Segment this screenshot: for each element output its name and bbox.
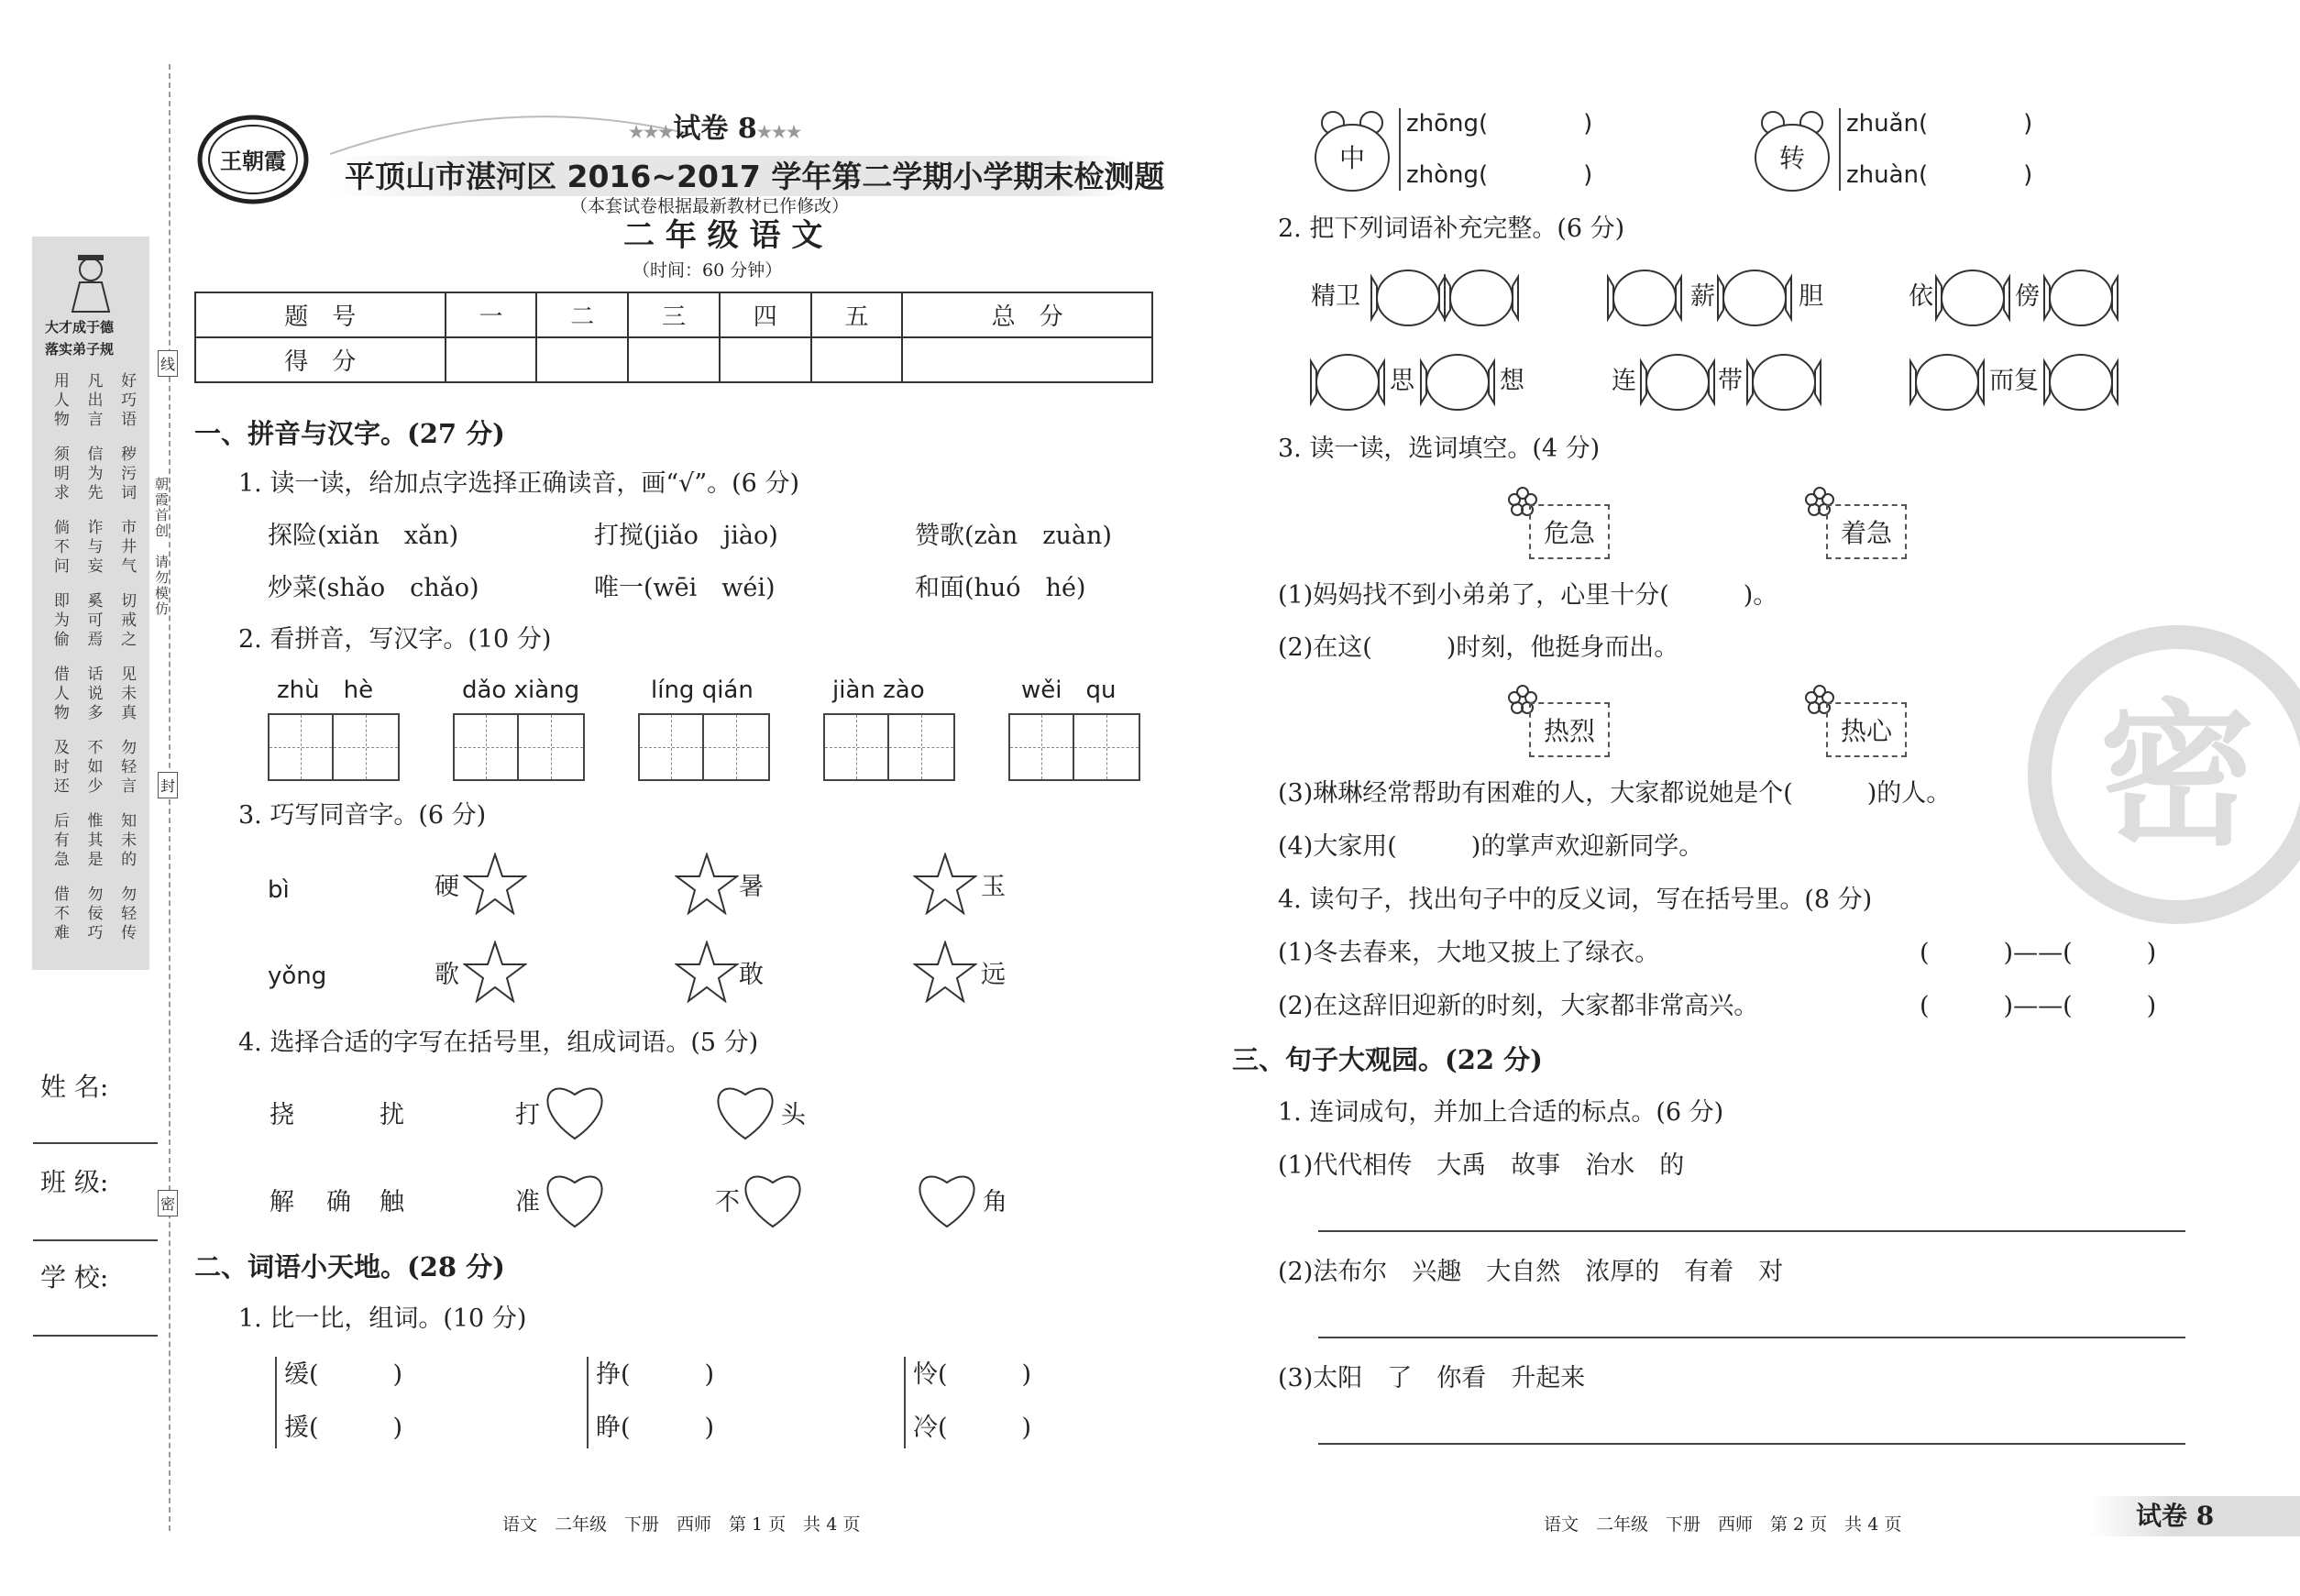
candy-blank-icon[interactable] xyxy=(1716,268,1793,328)
poly-reading[interactable]: zhōng( ) xyxy=(1406,110,1593,138)
word-choice: 危急 xyxy=(1529,504,1610,559)
candy-blank-icon[interactable] xyxy=(1639,352,1716,413)
p1q4-prompt: 4. 选择合适的字写在括号里，组成词语。(5 分) xyxy=(238,1029,759,1057)
score-row-label: 得 分 xyxy=(195,337,446,382)
proverb-column: 切戒之 xyxy=(117,592,137,650)
proverb-group xyxy=(43,886,144,952)
p1q1-item[interactable]: 炒菜(shǎo chǎo) xyxy=(268,574,479,602)
word-order-items: (2)法布尔 兴趣 大自然 浓厚的 有着 对 xyxy=(1278,1258,1784,1286)
answer-line[interactable] xyxy=(1318,1230,2185,1232)
proverb-group xyxy=(43,519,144,585)
proverb-column: 好巧语 xyxy=(117,372,137,430)
fill-sentence[interactable]: (1)妈妈找不到小弟弟了，心里十分( )。 xyxy=(1278,581,1778,610)
p1q1-prompt: 1. 读一读，给加点字选择正确读音，画“√”。(6 分) xyxy=(238,469,799,498)
proverb-column: 诈与妄 xyxy=(83,519,103,577)
proverb-column: 话说多 xyxy=(83,666,103,723)
proverb-column: 奚可焉 xyxy=(83,592,103,650)
candy-blank-icon[interactable] xyxy=(1934,268,2011,328)
heart-blank-icon[interactable] xyxy=(913,1166,981,1230)
word-char: 头 xyxy=(781,1101,806,1129)
apple-char-icon xyxy=(1313,106,1392,194)
class-label: 班 级: xyxy=(40,1167,109,1197)
writing-grid[interactable] xyxy=(638,713,770,781)
score-cell[interactable] xyxy=(720,337,811,382)
p2q2-prompt: 2. 把下列词语补充完整。(6 分) xyxy=(1278,215,1625,243)
antonym-sentence: (2)在这辞旧迎新的时刻，大家都非常高兴。 xyxy=(1278,992,1759,1020)
star-blank-icon[interactable] xyxy=(675,853,739,915)
watermark-seal xyxy=(2026,623,2300,926)
poly-char: 转 xyxy=(1778,143,1806,173)
fill-sentence[interactable]: (4)大家用( )的掌声欢迎新同学。 xyxy=(1278,832,1704,861)
compare-word[interactable]: 怜( ) xyxy=(913,1360,1032,1389)
proverb-column: 勿轻传 xyxy=(117,886,137,943)
part2-title: 二、词语小天地。(28 分) xyxy=(194,1251,505,1282)
star-blank-icon[interactable] xyxy=(675,941,739,1003)
watermark-char: 密 xyxy=(2098,686,2256,867)
bracket-bar xyxy=(1839,108,1841,191)
apple-char-icon xyxy=(1753,106,1832,194)
score-cell[interactable] xyxy=(628,337,720,382)
candy-blank-icon[interactable] xyxy=(2042,268,2119,328)
revision-note: （本套试卷根据最新教材已作修改） xyxy=(570,196,850,216)
footer-right: 语文 二年级 下册 西师 第 2 页 共 4 页 xyxy=(1544,1514,1902,1535)
name-field[interactable] xyxy=(33,1142,158,1144)
idiom-char: 而复 xyxy=(1989,367,2039,395)
p2q1-prompt: 1. 比一比，组词。(10 分) xyxy=(238,1304,527,1333)
score-header: 二 xyxy=(536,292,628,337)
compare-word[interactable]: 缓( ) xyxy=(284,1360,403,1389)
score-header: 三 xyxy=(628,292,720,337)
brand-logo xyxy=(194,106,312,205)
word-char: 准 xyxy=(515,1188,540,1216)
pinyin-label: zhù hè xyxy=(277,677,374,704)
word-order-items: (3)太阳 了 你看 升起来 xyxy=(1278,1364,1586,1392)
compare-word[interactable]: 援( ) xyxy=(284,1414,403,1442)
part3-title: 三、句子大观园。(22 分) xyxy=(1232,1044,1543,1075)
homophone-char: 玉 xyxy=(981,873,1006,901)
word-char: 打 xyxy=(515,1101,540,1129)
copyright-note: 朝霞首创 请勿模仿 xyxy=(153,477,170,617)
star-blank-icon[interactable] xyxy=(463,941,527,1003)
proverb-column: 须明求 xyxy=(50,446,69,503)
option-char: 解 xyxy=(270,1188,294,1216)
poly-reading[interactable]: zhuàn( ) xyxy=(1846,161,2033,189)
homophone-char: 歌 xyxy=(435,961,459,989)
writing-grid[interactable] xyxy=(1008,713,1140,781)
answer-line[interactable] xyxy=(1318,1337,2185,1338)
sidebar-panel xyxy=(32,237,149,970)
proverb-group xyxy=(43,446,144,512)
heart-blank-icon[interactable] xyxy=(541,1078,609,1142)
antonym-blank[interactable]: ( )——( ) xyxy=(1920,992,2157,1020)
bracket-bar xyxy=(587,1357,589,1448)
proverb-column: 市井气 xyxy=(117,519,137,577)
writing-grid[interactable] xyxy=(453,713,585,781)
proverb-column: 后有急 xyxy=(50,812,69,870)
pinyin-label: líng qián xyxy=(651,677,754,704)
word-order-items: (1)代代相传 大禹 故事 治水 的 xyxy=(1278,1151,1685,1180)
p2q3-prompt: 3. 读一读，选词填空。(4 分) xyxy=(1278,435,1601,463)
writing-grid[interactable] xyxy=(268,713,400,781)
compare-word[interactable]: 挣( ) xyxy=(596,1360,715,1389)
proverb-column: 凡出言 xyxy=(83,372,103,430)
homophone-char: 远 xyxy=(981,961,1006,989)
homophone-pinyin: yǒng xyxy=(268,963,327,990)
score-header: 总 分 xyxy=(902,292,1152,337)
proverb-group xyxy=(43,372,144,438)
idiom-char: 傍 xyxy=(2015,282,2040,311)
option-char: 确 xyxy=(326,1188,351,1216)
word-choice: 热烈 xyxy=(1529,702,1610,757)
score-header: 四 xyxy=(720,292,811,337)
proverb-group xyxy=(43,739,144,805)
idiom-char: 连 xyxy=(1612,367,1636,395)
proverb-column: 勿轻言 xyxy=(117,739,137,797)
cut-mark-2: 封 xyxy=(158,772,178,798)
proverb-column: 不如少 xyxy=(83,739,103,797)
homophone-char: 硬 xyxy=(435,873,459,901)
homophone-pinyin: bì xyxy=(268,876,290,904)
fill-sentence[interactable]: (3)琳琳经常帮助有困难的人，大家都说她是个( )的人。 xyxy=(1278,779,1952,808)
idiom-char: 精卫 xyxy=(1311,282,1360,311)
score-header: 题 号 xyxy=(195,292,446,337)
candy-blank-icon[interactable] xyxy=(1309,352,1386,413)
heart-blank-icon[interactable] xyxy=(739,1166,807,1230)
proverb-column: 知未的 xyxy=(117,812,137,870)
footer-left: 语文 二年级 下册 西师 第 1 页 共 4 页 xyxy=(502,1514,861,1535)
word-char: 角 xyxy=(983,1188,1007,1216)
p1q1-item[interactable]: 和面(huó hé) xyxy=(915,574,1086,602)
score-cell[interactable] xyxy=(446,337,537,382)
candy-blank-icon[interactable] xyxy=(1419,352,1496,413)
exam-title: 平顶山市湛河区 2016~2017 学年第二学期小学期末检测题 xyxy=(345,159,1165,194)
word-char: 不 xyxy=(715,1188,740,1216)
score-cell[interactable] xyxy=(811,337,903,382)
slogan-1: 大才成于德 xyxy=(45,319,115,336)
p2q4-prompt: 4. 读句子，找出句子中的反义词，写在括号里。(8 分) xyxy=(1278,886,1873,914)
score-cell[interactable] xyxy=(536,337,628,382)
proverb-column: 见未真 xyxy=(117,666,137,723)
word-choice: 着急 xyxy=(1826,504,1907,559)
candy-blank-icon[interactable] xyxy=(1443,268,1520,328)
heart-blank-icon[interactable] xyxy=(711,1078,779,1142)
bracket-bar xyxy=(1399,108,1401,191)
bracket-bar xyxy=(275,1357,277,1448)
poly-reading[interactable]: zhòng( ) xyxy=(1406,161,1593,189)
candy-blank-icon[interactable] xyxy=(1370,268,1447,328)
class-field[interactable] xyxy=(33,1239,158,1241)
homophone-char: 敢 xyxy=(739,961,764,989)
antonym-sentence: (1)冬去春来，大地又披上了绿衣。 xyxy=(1278,939,1660,967)
slogan-2: 落实弟子规 xyxy=(45,341,115,358)
proverb-column: 倘不问 xyxy=(50,519,69,577)
footer-badge: 试卷 8 xyxy=(2136,1501,2215,1531)
pinyin-label: dǎo xiàng xyxy=(462,677,580,704)
star-blank-icon[interactable] xyxy=(913,941,977,1003)
writing-grid[interactable] xyxy=(823,713,955,781)
p1q1-item[interactable]: 赞歌(zàn zuàn) xyxy=(915,522,1112,550)
part1-title: 一、拼音与汉字。(27 分) xyxy=(194,418,505,449)
compare-word[interactable]: 睁( ) xyxy=(596,1414,715,1442)
word-choice: 热心 xyxy=(1826,702,1907,757)
idiom-char: 想 xyxy=(1500,367,1524,395)
school-label: 学 校: xyxy=(40,1262,109,1293)
proverb-column: 信为先 xyxy=(83,446,103,503)
p1q3-prompt: 3. 巧写同音字。(6 分) xyxy=(238,801,487,830)
score-header: 五 xyxy=(811,292,903,337)
poly-reading[interactable]: zhuǎn( ) xyxy=(1846,110,2033,138)
candy-blank-icon[interactable] xyxy=(2042,352,2119,413)
bracket-bar xyxy=(904,1357,906,1448)
scholar-icon xyxy=(63,249,118,314)
idiom-char: 薪 xyxy=(1690,282,1715,311)
proverb-group xyxy=(43,666,144,732)
star-blank-icon[interactable] xyxy=(463,853,527,915)
paper-label: ★★★试卷 8★★★ xyxy=(629,113,802,145)
idiom-char: 依 xyxy=(1909,282,1933,311)
pinyin-label: jiàn zào xyxy=(832,677,925,704)
star-blank-icon[interactable] xyxy=(913,853,977,915)
candy-blank-icon[interactable] xyxy=(1745,352,1822,413)
cut-mark-1: 线 xyxy=(158,350,178,377)
proverb-column: 即为偷 xyxy=(50,592,69,650)
p1q1-item[interactable]: 唯一(wēi wéi) xyxy=(594,574,776,602)
proverb-group xyxy=(43,592,144,658)
proverb-column: 秽污词 xyxy=(117,446,137,503)
proverb-column: 借人物 xyxy=(50,666,69,723)
option-char: 挠 xyxy=(270,1101,294,1129)
answer-line[interactable] xyxy=(1318,1443,2185,1445)
antonym-blank[interactable]: ( )——( ) xyxy=(1920,939,2157,967)
option-char: 扰 xyxy=(380,1101,404,1129)
school-field[interactable] xyxy=(33,1335,158,1337)
exam-time: （时间：60 分钟） xyxy=(633,260,783,281)
proverb-column: 借不难 xyxy=(50,886,69,943)
score-table xyxy=(194,292,1153,383)
proverb-column: 勿佞巧 xyxy=(83,886,103,943)
proverb-column: 及时还 xyxy=(50,739,69,797)
candy-blank-icon[interactable] xyxy=(1909,352,1986,413)
option-char: 触 xyxy=(380,1188,404,1216)
compare-word[interactable]: 冷( ) xyxy=(913,1414,1032,1442)
p3q1-prompt: 1. 连词成句，并加上合适的标点。(6 分) xyxy=(1278,1098,1724,1127)
candy-blank-icon[interactable] xyxy=(1606,268,1683,328)
proverb-column: 惟其是 xyxy=(83,812,103,870)
p1q1-item[interactable]: 打搅(jiǎo jiào) xyxy=(594,522,778,550)
score-cell[interactable] xyxy=(902,337,1152,382)
pinyin-label: wěi qu xyxy=(1021,677,1117,704)
p1q2-prompt: 2. 看拼音，写汉字。(10 分) xyxy=(238,625,552,654)
proverb-columns xyxy=(43,372,144,959)
subject-title: 二 年 级 语 文 xyxy=(623,217,823,254)
brand-name: 王朝霞 xyxy=(220,148,286,174)
fill-sentence[interactable]: (2)在这( )时刻，他挺身而出。 xyxy=(1278,633,1679,662)
idiom-char: 思 xyxy=(1390,367,1414,395)
proverb-column: 用人物 xyxy=(50,372,69,430)
heart-blank-icon[interactable] xyxy=(541,1166,609,1230)
score-header: 一 xyxy=(446,292,537,337)
p1q1-item[interactable]: 探险(xiǎn xǎn) xyxy=(268,522,459,550)
name-label: 姓 名: xyxy=(40,1072,109,1102)
cut-mark-3: 密 xyxy=(158,1190,178,1216)
homophone-char: 暑 xyxy=(739,873,764,901)
poly-char: 中 xyxy=(1338,143,1366,173)
idiom-char: 带 xyxy=(1718,367,1743,395)
proverb-group xyxy=(43,812,144,878)
idiom-char: 胆 xyxy=(1799,282,1823,311)
